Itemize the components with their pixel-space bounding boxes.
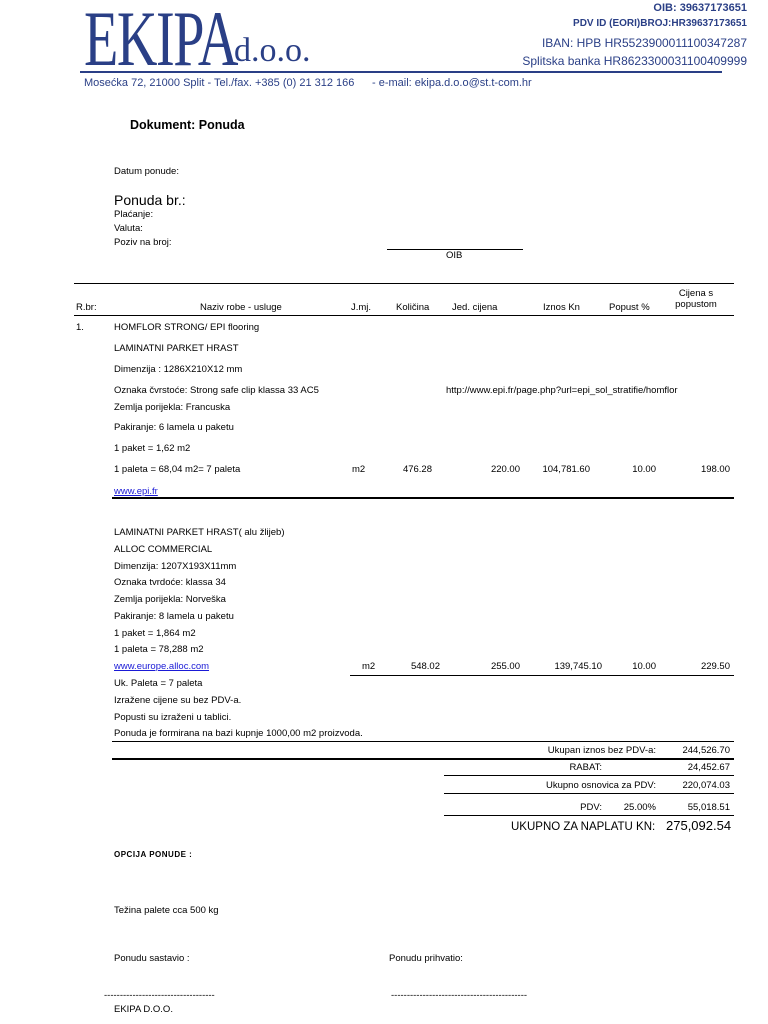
pdv-label: PDV:: [580, 802, 602, 813]
tezina-text: Težina palete cca 500 kg: [114, 905, 219, 916]
total-bez-pdv-value: 244,526.70: [682, 745, 730, 756]
item2-line: Pakiranje: 8 lamela u paketu: [114, 611, 234, 622]
item1-line: 1 paket = 1,62 m2: [114, 443, 191, 454]
table-header-rule: [74, 315, 734, 316]
item1-line: Oznaka čvrstoće: Strong safe clip klassa 33 AC5: [114, 385, 319, 396]
note-line: Popusti su izraženi u tablici.: [114, 712, 232, 723]
item1-line: Pakiranje: 6 lamela u paketu: [114, 422, 234, 433]
item1-url: http://www.epi.fr/page.php?url=epi_sol_stratifie/homflor: [446, 385, 678, 396]
total-bez-pdv-label: Ukupan iznos bez PDV-a:: [547, 745, 656, 756]
note-line: Izražene cijene su bez PDV-a.: [114, 695, 242, 706]
item1-cijena: 198.00: [700, 464, 730, 475]
item1-kolicina: 476.28: [402, 464, 432, 475]
item1-link[interactable]: www.epi.fr: [114, 486, 158, 497]
letterhead-rule: [80, 71, 722, 73]
rabat-label: RABAT:: [569, 762, 602, 773]
company-pdv-id: PDV ID (EORI)BROJ:HR39637173651: [573, 18, 747, 29]
header-popust: Popust %: [609, 302, 650, 313]
item2-jmj: m2: [362, 661, 376, 672]
ponuda-label: Ponuda br.:: [114, 192, 186, 208]
item1-line: LAMINATNI PARKET HRAST: [114, 343, 239, 354]
item2-kolicina: 548.02: [410, 661, 440, 672]
item2-line: 1 paleta = 78,288 m2: [114, 644, 204, 655]
item2-line: Zemlja porijekla: Norveška: [114, 594, 226, 605]
item1-popust: 10.00: [632, 464, 656, 475]
totals-rule-2: [444, 775, 734, 776]
item2-cijena: 229.50: [700, 661, 730, 672]
item2-line: LAMINATNI PARKET HRAST( alu žlijeb): [114, 527, 285, 538]
totals-rule-4: [444, 815, 734, 816]
placanje-label: Plaćanje:: [114, 209, 154, 220]
notes-rule: [112, 741, 734, 742]
item2-jed-cijena: 255.00: [490, 661, 520, 672]
note-line: Ponuda je formirana na bazi kupnje 1000,00 m2 proizvoda.: [114, 728, 363, 739]
logo-main: EKIPA: [84, 0, 237, 82]
company-email: - e-mail: ekipa.d.o.o@st.t-com.hr: [372, 77, 532, 89]
company-oib: OIB: 39637173651: [653, 2, 747, 14]
pdv-rate: 25.00%: [623, 802, 656, 813]
header-cijena-2: popustom: [675, 299, 717, 310]
item1-line: HOMFLOR STRONG/ EPI flooring: [114, 322, 260, 333]
datum-label: Datum ponude:: [114, 166, 179, 177]
company-iban: IBAN: HPB HR5523900011100347287: [541, 36, 747, 50]
header-rbr: R.br:: [76, 302, 97, 313]
note-line: Uk. Paleta = 7 paleta: [114, 678, 203, 689]
item1-line: Dimenzija : 1286X210X12 mm: [114, 364, 243, 375]
header-kolicina: Količina: [396, 302, 430, 313]
item1-jmj: m2: [352, 464, 366, 475]
signature-line-left: -----------------------------------: [104, 990, 215, 1001]
item1-jed-cijena: 220.00: [490, 464, 520, 475]
opcija-label: OPCIJA PONUDE :: [114, 850, 193, 859]
osnovica-label: Ukupno osnovica za PDV:: [545, 780, 656, 791]
item2-line: Oznaka tvrdoće: klassa 34: [114, 577, 226, 588]
table-top-rule: [74, 283, 734, 284]
footer-company: EKIPA D.O.O.: [114, 1004, 173, 1015]
item1-line: 1 paleta = 68,04 m2= 7 paleta: [114, 464, 241, 475]
signature-line-right: -------------------------------------------: [391, 990, 528, 1001]
osnovica-value: 220,074.03: [682, 780, 730, 791]
company-bank: Splitska banka HR8623300031100409999: [522, 54, 747, 68]
item2-line: 1 paket = 1,864 m2: [114, 628, 196, 639]
sastavio-label: Ponudu sastavio :: [114, 953, 190, 964]
item2-line: Dimenzija: 1207X193X11mm: [114, 561, 237, 572]
valuta-label: Valuta:: [114, 223, 143, 234]
header-iznos: Iznos Kn: [543, 302, 580, 313]
item2-link[interactable]: www.europe.alloc.com: [114, 661, 210, 672]
company-address: Mosećka 72, 21000 Split - Tel./fax. +385 (0) 21 312 166: [84, 77, 355, 89]
header-jed-cijena: Jed. cijena: [452, 302, 498, 313]
rabat-value: 24,452.67: [687, 762, 730, 773]
pdv-value: 55,018.51: [687, 802, 730, 813]
totals-rule-3: [444, 793, 734, 794]
item1-line: Zemlja porijekla: Francuska: [114, 402, 231, 413]
item1-rule: [112, 497, 734, 499]
document-title: Dokument: Ponuda: [130, 118, 245, 132]
item2-rule: [350, 675, 734, 676]
header-cijena-1: Cijena s: [678, 288, 714, 299]
poziv-label: Poziv na broj:: [114, 237, 172, 248]
logo-suffix: d.o.o.: [234, 32, 311, 69]
item2-popust: 10.00: [632, 661, 656, 672]
item2-line: ALLOC COMMERCIAL: [114, 544, 213, 555]
naplata-value: 275,092.54: [666, 818, 732, 833]
header-naziv: Naziv robe - usluge: [200, 302, 282, 313]
item2-iznos: 139,745.10: [554, 661, 602, 672]
oib-label: OIB: [446, 250, 463, 261]
item1-rbr: 1.: [76, 322, 84, 333]
item1-iznos: 104,781.60: [542, 464, 590, 475]
naplata-label: UKUPNO ZA NAPLATU KN:: [511, 821, 656, 833]
prihvatio-label: Ponudu prihvatio:: [389, 953, 463, 964]
header-jmj: J.mj.: [351, 302, 372, 313]
totals-rule-1: [112, 758, 734, 760]
